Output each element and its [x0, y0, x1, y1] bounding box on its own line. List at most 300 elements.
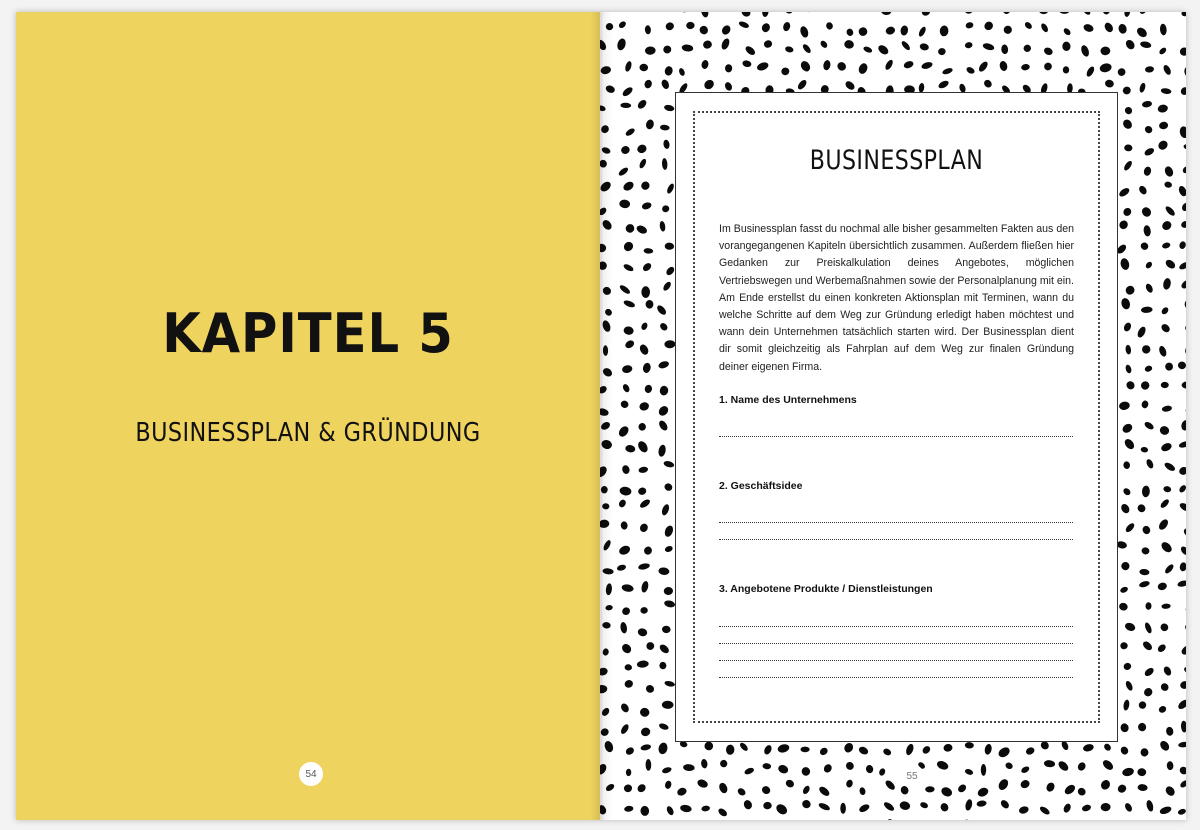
pattern-dot — [602, 648, 609, 656]
pattern-dot — [641, 286, 650, 298]
pattern-dot — [761, 22, 772, 33]
pattern-dot — [1120, 723, 1130, 734]
pattern-dot — [636, 783, 647, 794]
pattern-dot — [643, 79, 653, 89]
pattern-dot — [624, 679, 634, 689]
pattern-dot — [883, 801, 896, 813]
pattern-dot — [1158, 121, 1168, 130]
pattern-dot — [784, 46, 794, 54]
pattern-dot — [1141, 546, 1150, 555]
pattern-dot — [1177, 698, 1186, 711]
pattern-dot — [620, 399, 630, 409]
pattern-dot — [1139, 241, 1149, 251]
pattern-dot — [803, 12, 813, 13]
pattern-dot — [1143, 225, 1151, 237]
pattern-dot — [663, 139, 671, 149]
pattern-dot — [1063, 783, 1077, 796]
pattern-dot — [1039, 12, 1048, 14]
pattern-dot — [640, 580, 649, 593]
pattern-dot — [1045, 781, 1056, 793]
pattern-dot — [1125, 380, 1136, 391]
pattern-dot — [640, 607, 648, 614]
pattern-dot — [605, 605, 613, 611]
pattern-dot — [663, 460, 675, 468]
pattern-dot — [925, 786, 935, 793]
pattern-dot — [1183, 143, 1186, 150]
pattern-dot — [1123, 321, 1133, 332]
pattern-dot — [1158, 345, 1168, 358]
pattern-dot — [624, 223, 636, 235]
pattern-dot — [698, 24, 710, 36]
pattern-dot — [639, 522, 650, 533]
pattern-dot — [1160, 219, 1173, 231]
pattern-dot — [1124, 522, 1136, 534]
pattern-dot — [663, 524, 674, 538]
pattern-dot — [1165, 362, 1173, 370]
pattern-dot — [782, 21, 791, 32]
pattern-dot — [600, 804, 608, 816]
pattern-dot — [1178, 241, 1186, 250]
pattern-dot — [1137, 784, 1148, 792]
fill-line[interactable] — [719, 660, 1073, 661]
pattern-dot — [683, 764, 695, 772]
pattern-dot — [762, 763, 771, 770]
pattern-dot — [1002, 24, 1013, 35]
pattern-dot — [1001, 44, 1009, 54]
pattern-dot — [638, 343, 650, 356]
pattern-dot — [624, 127, 635, 137]
fill-line[interactable] — [719, 436, 1073, 437]
pattern-dot — [622, 383, 631, 393]
pattern-dot — [1124, 621, 1137, 632]
section-heading-business-idea: 2. Geschäftsidee — [719, 480, 803, 492]
pattern-dot — [720, 24, 732, 36]
pattern-dot — [1157, 139, 1170, 152]
pattern-dot — [618, 544, 632, 556]
fill-line[interactable] — [719, 522, 1073, 523]
pattern-dot — [625, 444, 636, 453]
pattern-dot — [1141, 306, 1153, 313]
pattern-dot — [1120, 297, 1131, 310]
pattern-dot — [601, 319, 612, 333]
pattern-dot — [1178, 484, 1186, 494]
fill-line[interactable] — [719, 626, 1073, 627]
pattern-dot — [921, 745, 932, 756]
pattern-dot — [664, 780, 672, 790]
pattern-dot — [1178, 765, 1186, 776]
pattern-dot — [624, 746, 635, 756]
pattern-dot — [799, 25, 810, 38]
pattern-dot — [1164, 785, 1177, 798]
pattern-dot — [1165, 726, 1174, 736]
pattern-dot — [616, 564, 626, 572]
pattern-dot — [1161, 405, 1172, 413]
pattern-dot — [844, 80, 856, 92]
pattern-dot — [1139, 701, 1147, 709]
chapter-subtitle: BUSINESSPLAN & GRÜNDUNG — [135, 418, 481, 448]
pattern-dot — [865, 764, 874, 774]
pattern-dot — [645, 641, 655, 651]
pattern-dot — [1123, 662, 1132, 671]
pattern-dot — [964, 41, 973, 49]
pattern-dot — [983, 20, 995, 32]
pattern-dot — [1017, 12, 1030, 13]
worksheet-title: BUSINESSPLAN — [809, 145, 984, 176]
pattern-dot — [742, 60, 752, 68]
pattern-dot — [605, 84, 616, 94]
pattern-dot — [1124, 144, 1133, 152]
pattern-dot — [1063, 66, 1069, 73]
pattern-dot — [641, 201, 652, 210]
pattern-dot — [1138, 580, 1150, 588]
pattern-dot — [1062, 802, 1072, 813]
pattern-dot — [676, 819, 688, 820]
pattern-dot — [1185, 406, 1186, 414]
pattern-dot — [1124, 802, 1134, 813]
pattern-dot — [877, 43, 890, 56]
pattern-dot — [720, 37, 731, 50]
pattern-dot — [1119, 257, 1130, 270]
pattern-dot — [1144, 622, 1153, 635]
pattern-dot — [845, 28, 854, 37]
pattern-dot — [1182, 165, 1186, 174]
pattern-dot — [845, 779, 854, 788]
pattern-dot — [1140, 747, 1150, 757]
right-page — [600, 12, 1186, 820]
pattern-dot — [602, 503, 609, 509]
pattern-dot — [724, 81, 734, 92]
pattern-dot — [600, 384, 608, 394]
section-heading-products-services: 3. Angebotene Produkte / Dienstleistungen — [719, 583, 933, 595]
pattern-dot — [620, 145, 631, 155]
pattern-dot — [662, 44, 673, 55]
pattern-dot — [621, 86, 634, 98]
pattern-dot — [1178, 741, 1186, 748]
pattern-dot — [976, 786, 989, 798]
pattern-dot — [784, 12, 794, 14]
pattern-dot — [663, 104, 674, 112]
pattern-dot — [681, 44, 693, 52]
pattern-dot — [1183, 66, 1186, 77]
pattern-dot — [777, 743, 790, 754]
pattern-dot — [1140, 41, 1152, 49]
pattern-dot — [858, 745, 870, 756]
pattern-dot — [1057, 759, 1070, 772]
pattern-dot — [658, 360, 670, 370]
pattern-dot — [1145, 66, 1155, 73]
pattern-dot — [1116, 783, 1127, 794]
pattern-dot — [1184, 343, 1186, 356]
pattern-dot — [622, 263, 634, 273]
pattern-dot — [1059, 12, 1070, 14]
pattern-dot — [936, 759, 950, 771]
pattern-dot — [1161, 382, 1169, 388]
pattern-dot — [743, 767, 754, 776]
pattern-dot — [1123, 437, 1136, 451]
pattern-dot — [901, 12, 913, 14]
pattern-dot — [1144, 283, 1154, 294]
pattern-dot — [1158, 705, 1168, 714]
pattern-dot — [900, 25, 909, 36]
pattern-dot — [1102, 12, 1110, 15]
pattern-dot — [818, 802, 831, 812]
pattern-dot — [1159, 425, 1171, 436]
pattern-dot — [818, 746, 829, 756]
pattern-dot — [1163, 461, 1176, 472]
pattern-dot — [1062, 41, 1071, 51]
pattern-dot — [680, 804, 693, 813]
page-number-left: 54 — [299, 762, 323, 786]
pattern-dot — [774, 802, 789, 816]
pattern-dot — [640, 726, 652, 737]
pattern-dot — [937, 79, 950, 90]
pattern-dot — [1122, 206, 1133, 217]
pattern-dot — [644, 384, 653, 394]
pattern-dot — [624, 664, 632, 671]
pattern-dot — [1018, 805, 1029, 814]
pattern-dot — [742, 799, 753, 811]
pattern-dot — [822, 763, 833, 774]
pattern-dot — [600, 158, 608, 168]
pattern-dot — [600, 685, 608, 694]
pattern-dot — [623, 326, 634, 336]
pattern-dot — [1136, 819, 1148, 820]
pattern-dot — [600, 38, 608, 51]
pattern-dot — [1040, 22, 1050, 33]
pattern-dot — [1177, 808, 1186, 816]
pattern-dot — [844, 39, 855, 49]
pattern-dot — [1161, 603, 1171, 609]
pattern-dot — [903, 60, 915, 70]
pattern-dot — [1183, 666, 1186, 676]
pattern-dot — [1139, 82, 1147, 93]
pattern-dot — [1025, 746, 1036, 756]
pattern-dot — [938, 47, 947, 55]
pattern-dot — [836, 60, 848, 72]
pattern-dot — [600, 105, 606, 112]
pattern-dot — [604, 308, 614, 318]
pattern-dot — [657, 404, 670, 417]
pattern-dot — [637, 627, 648, 637]
pattern-dot — [664, 680, 675, 687]
pattern-dot — [981, 764, 986, 776]
pattern-dot — [624, 805, 634, 812]
pattern-dot — [664, 21, 675, 32]
pattern-dot — [720, 759, 728, 768]
pattern-dot — [1179, 126, 1186, 139]
pattern-dot — [1138, 12, 1148, 15]
pattern-dot — [659, 322, 669, 332]
pattern-dot — [961, 818, 974, 820]
pattern-dot — [658, 643, 670, 655]
pattern-dot — [603, 345, 608, 356]
pattern-dot — [740, 12, 752, 18]
pattern-dot — [637, 660, 649, 668]
pattern-dot — [1185, 101, 1186, 112]
pattern-dot — [899, 800, 911, 811]
pattern-dot — [1119, 586, 1129, 594]
pattern-dot — [1021, 63, 1031, 71]
pattern-dot — [664, 340, 675, 348]
pattern-dot — [858, 819, 871, 820]
pattern-dot — [600, 519, 610, 528]
pattern-dot — [919, 42, 930, 51]
pattern-dot — [1043, 46, 1054, 56]
pattern-dot — [818, 785, 831, 798]
pattern-dot — [602, 622, 611, 629]
pattern-dot — [638, 466, 649, 474]
pattern-dot — [1143, 420, 1155, 431]
pattern-dot — [702, 39, 713, 49]
pattern-dot — [756, 61, 770, 72]
pattern-dot — [626, 769, 632, 777]
pattern-dot — [662, 280, 673, 292]
pattern-dot — [1121, 767, 1134, 778]
pattern-dot — [1180, 201, 1186, 212]
pattern-dot — [1164, 258, 1177, 270]
pattern-dot — [1124, 284, 1136, 296]
pattern-dot — [645, 46, 656, 55]
pattern-dot — [942, 67, 954, 76]
pattern-dot — [645, 300, 653, 309]
pattern-dot — [1104, 79, 1114, 88]
pattern-dot — [1002, 12, 1012, 15]
fill-line[interactable] — [719, 539, 1073, 540]
pattern-dot — [1143, 147, 1155, 158]
pattern-dot — [600, 667, 609, 677]
fill-line[interactable] — [719, 643, 1073, 644]
pattern-dot — [884, 59, 894, 71]
pattern-dot — [1144, 365, 1153, 373]
pattern-dot — [964, 12, 973, 14]
pattern-dot — [977, 60, 989, 73]
pattern-dot — [1163, 486, 1172, 493]
pattern-dot — [1081, 804, 1092, 813]
pattern-dot — [1103, 21, 1115, 34]
pattern-dot — [658, 444, 667, 457]
pattern-dot — [857, 26, 869, 38]
pattern-dot — [638, 158, 647, 169]
pattern-dot — [939, 802, 950, 813]
pattern-dot — [1145, 458, 1155, 469]
pattern-dot — [1082, 23, 1094, 33]
pattern-dot — [726, 744, 735, 754]
pattern-dot — [663, 587, 673, 596]
pattern-dot — [619, 199, 631, 209]
pattern-dot — [1082, 12, 1092, 16]
pattern-dot — [802, 785, 811, 796]
pattern-dot — [983, 78, 994, 89]
pattern-dot — [602, 539, 612, 551]
pattern-dot — [1178, 440, 1186, 449]
pattern-dot — [1100, 46, 1111, 56]
pattern-dot — [666, 183, 676, 195]
pattern-dot — [655, 304, 667, 317]
pattern-dot — [623, 299, 636, 308]
pattern-dot — [622, 240, 635, 253]
chapter-title: KAPITEL 5 — [162, 302, 454, 365]
pattern-dot — [840, 803, 846, 814]
pattern-dot — [657, 819, 669, 820]
pattern-dot — [1062, 27, 1071, 36]
pattern-dot — [1160, 88, 1171, 95]
pattern-dot — [664, 545, 673, 553]
pattern-dot — [1161, 242, 1171, 250]
pattern-dot — [601, 218, 614, 231]
pattern-dot — [799, 59, 812, 73]
pattern-dot — [843, 741, 855, 754]
pattern-dot — [600, 180, 613, 194]
pattern-dot — [1185, 605, 1186, 615]
pattern-dot — [624, 60, 633, 72]
pattern-dot — [882, 747, 892, 756]
pattern-dot — [763, 802, 772, 810]
pattern-dot — [661, 204, 670, 213]
pattern-dot — [1177, 579, 1186, 587]
pattern-dot — [601, 486, 608, 493]
pattern-dot — [605, 583, 612, 595]
pattern-dot — [618, 284, 631, 296]
pattern-dot — [900, 40, 911, 52]
pattern-dot — [1023, 44, 1033, 53]
pattern-dot — [600, 439, 613, 451]
pattern-dot — [603, 740, 614, 753]
pattern-dot — [665, 805, 675, 816]
pattern-dot — [718, 782, 729, 795]
pattern-dot — [1180, 419, 1186, 431]
pattern-dot — [1177, 361, 1186, 370]
pattern-dot — [643, 545, 654, 556]
pattern-dot — [1076, 761, 1087, 772]
pattern-dot — [919, 801, 929, 809]
pattern-dot — [619, 486, 632, 496]
pattern-dot — [761, 785, 772, 796]
pattern-dot — [661, 503, 671, 516]
pattern-dot — [636, 143, 648, 154]
pattern-dot — [637, 819, 651, 820]
pattern-dot — [1145, 602, 1151, 610]
pattern-dot — [600, 261, 608, 271]
pattern-dot — [1162, 278, 1171, 291]
pattern-dot — [1141, 400, 1149, 409]
pattern-dot — [1164, 181, 1173, 188]
pattern-dot — [1142, 100, 1153, 108]
worksheet-card — [675, 92, 1118, 742]
pattern-dot — [678, 67, 686, 76]
pattern-dot — [600, 762, 608, 776]
pattern-dot — [618, 498, 628, 508]
fill-line[interactable] — [719, 677, 1073, 678]
pattern-dot — [639, 64, 648, 72]
pattern-dot — [957, 783, 968, 794]
pattern-dot — [1162, 64, 1172, 76]
page-number-right: 55 — [900, 764, 924, 788]
pattern-dot — [639, 498, 652, 510]
pattern-dot — [1178, 501, 1186, 513]
pattern-dot — [601, 366, 613, 378]
pattern-dot — [763, 744, 773, 756]
pattern-dot — [677, 12, 689, 14]
pattern-dot — [1043, 61, 1054, 72]
pattern-dot — [1004, 761, 1013, 770]
pattern-dot — [1020, 765, 1030, 774]
pattern-dot — [621, 364, 633, 374]
pattern-dot — [1157, 104, 1169, 114]
pattern-dot — [1125, 344, 1132, 354]
pattern-dot — [1143, 666, 1155, 677]
pattern-dot — [1141, 640, 1153, 652]
pattern-dot — [1082, 743, 1094, 753]
